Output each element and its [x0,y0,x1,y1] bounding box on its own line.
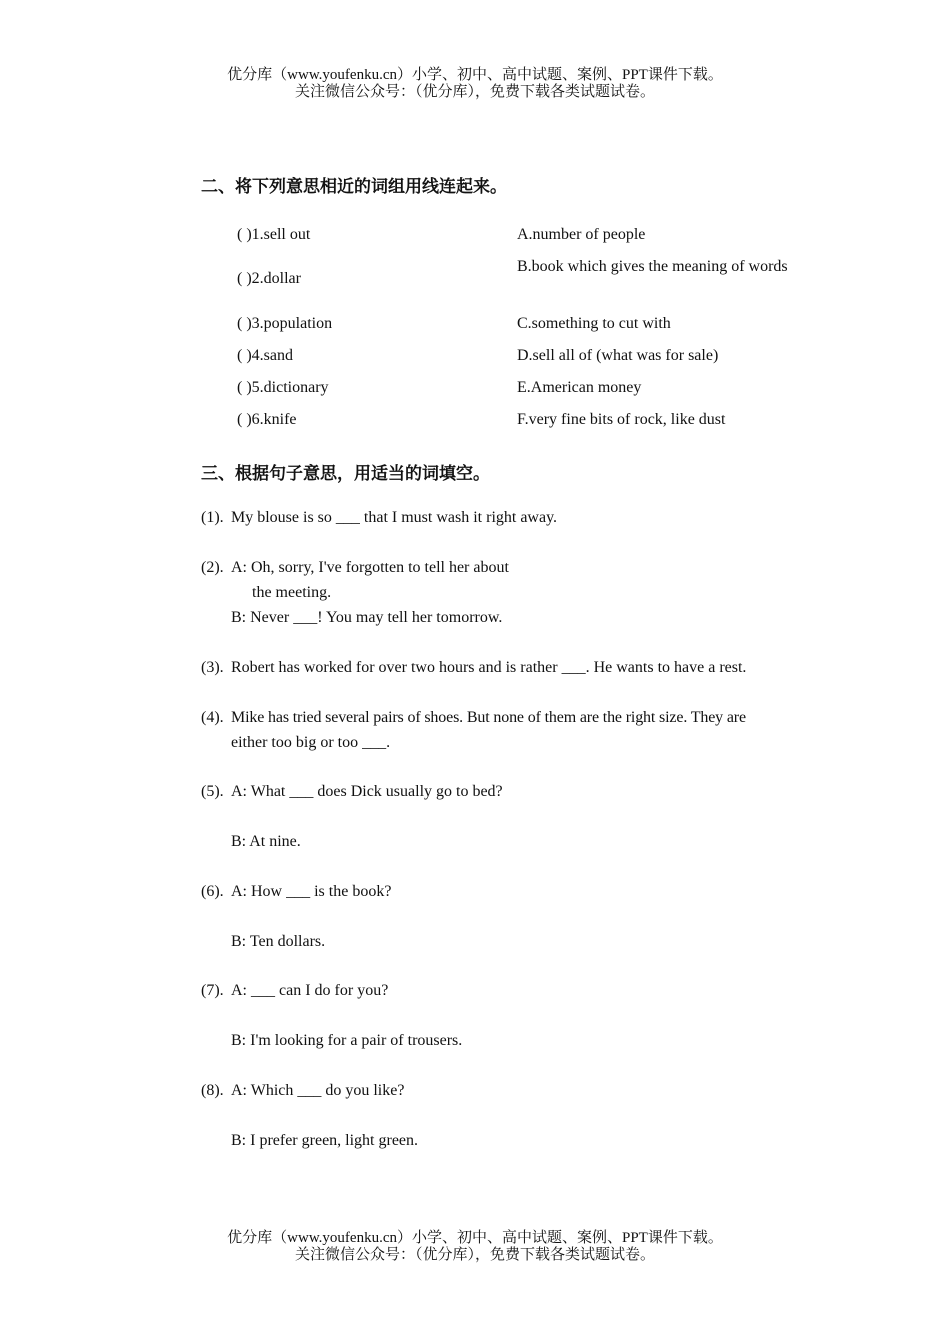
match-right-d: D.sell all of (what was for sale) [517,347,719,364]
question-text: A: How ___ is the book? [231,883,392,900]
question-number: (6). [201,883,224,900]
section-2-title: 二、将下列意思相近的词组用线连起来。 [201,177,507,197]
match-left-2: ( )2.dollar [237,270,301,287]
question-text: Mike has tried several pairs of shoes. But none of them are the right size. They are [231,709,746,726]
match-right-f: F.very fine bits of rock, like dust [517,411,726,428]
question-number: (7). [201,982,224,999]
question-text: Robert has worked for over two hours and is rather ___. He wants to have a rest. [231,659,747,676]
question-text: My blouse is so ___ that I must wash it right away. [231,509,558,526]
match-left-3: ( )3.population [237,315,333,332]
match-right-b: B.book which gives the meaning of words [517,258,788,275]
question-text: A: ___ can I do for you? [231,982,389,999]
section-3-title: 三、根据句子意思，用适当的词填空。 [201,464,490,484]
match-left-6: ( )6.knife [237,411,297,428]
question-text: A: Oh, sorry, I've forgotten to tell her about [231,559,509,576]
question-text: A: What ___ does Dick usually go to bed? [231,783,503,800]
question-number: (5). [201,783,224,800]
question-number: (4). [201,709,224,726]
question-number: (2). [201,559,224,576]
page-header [0,67,950,101]
match-left-5: ( )5.dictionary [237,379,329,396]
question-7-answer: B: I'm looking for a pair of trousers. [231,1032,463,1049]
match-right-a: A.number of people [517,226,646,243]
question-2-line-2: the meeting. [252,584,332,601]
question-6-answer: B: Ten dollars. [231,933,326,950]
match-left-4: ( )4.sand [237,347,293,364]
page-footer [0,1230,950,1264]
question-8-answer: B: I prefer green, light green. [231,1132,419,1149]
question-number: (3). [201,659,224,676]
match-left-1: ( )1.sell out [237,226,311,243]
question-4-line-2: either too big or too ___. [231,734,391,751]
header-line-1: 优分库（www.youfenku.cn）小学、初中、高中试题、案例、PPT课件下载。 [227,67,723,83]
question-number: (8). [201,1082,224,1099]
match-right-e: E.American money [517,379,642,396]
question-5-answer: B: At nine. [231,833,301,850]
question-2-line-3: B: Never ___! You may tell her tomorrow. [231,609,503,626]
question-text: A: Which ___ do you like? [231,1082,405,1099]
question-number: (1). [201,509,224,526]
footer-line-1: 优分库（www.youfenku.cn）小学、初中、高中试题、案例、PPT课件下载。 [227,1230,723,1246]
header-line-2: 关注微信公众号：（优分库），免费下载各类试题试卷。 [294,84,655,100]
footer-line-2: 关注微信公众号：（优分库），免费下载各类试题试卷。 [294,1247,655,1263]
match-right-c: C.something to cut with [517,315,671,332]
